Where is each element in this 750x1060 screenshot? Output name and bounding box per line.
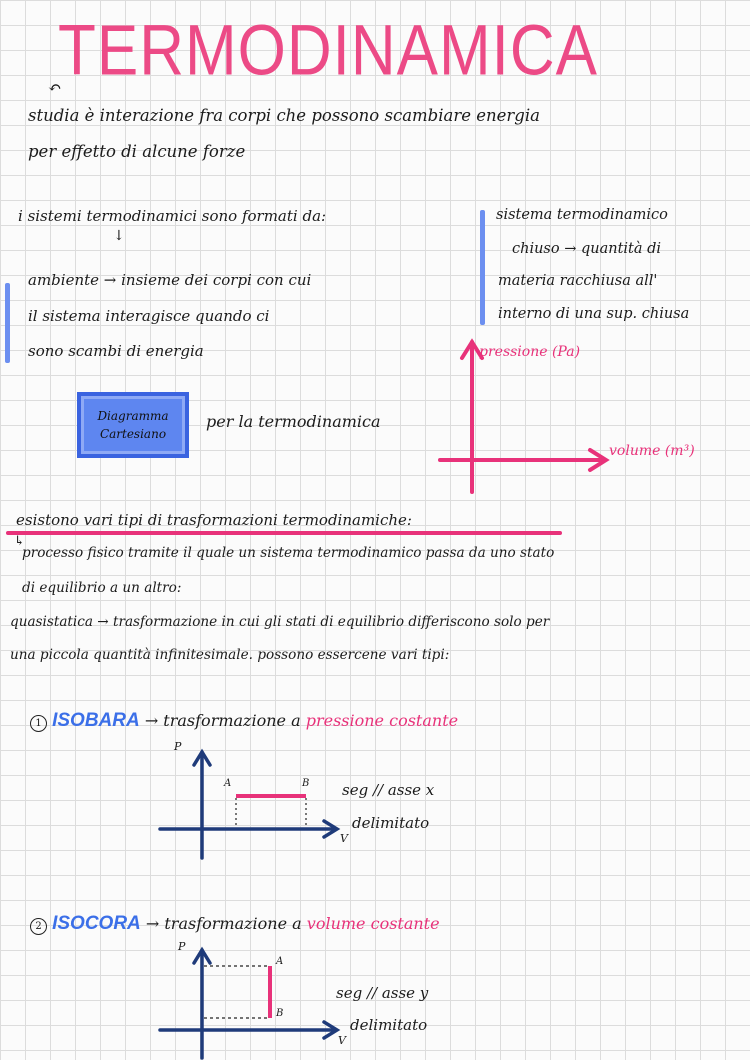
isobara-axis-x-label: V <box>340 832 348 845</box>
systems-arrow: ↓ <box>113 228 125 244</box>
isocora-name: ISOCORA <box>52 913 141 934</box>
isobara-note-2: delimitato <box>352 814 430 832</box>
isocora-highlight: volume costante <box>306 914 440 933</box>
intro-mark: ↶ <box>48 78 62 97</box>
closed-system-line-1: sistema termodinamico <box>496 207 668 223</box>
definition-line-1: processo fisico tramite il quale un sistema termodinamico passa da uno stato <box>22 545 555 561</box>
closed-system-line-4: interno di una sup. chiusa <box>498 306 690 322</box>
intro-line-2: per effetto di alcune forze <box>28 142 246 161</box>
environment-line-3: sono scambi di energia <box>28 342 204 360</box>
isobara-heading <box>30 710 458 732</box>
isocora-axis-y-label: P <box>178 940 186 953</box>
box-line-2: Cartesiano <box>99 427 167 441</box>
isobara-point-b: B <box>302 778 310 789</box>
isocora-note-1: seg // asse y <box>336 984 429 1002</box>
isobara-arrow-text: → trasformazione a <box>144 711 301 730</box>
systems-heading: i sistemi termodinamici sono formati da: <box>18 207 327 225</box>
isobara-diagram <box>160 752 337 858</box>
isocora-heading <box>30 913 440 935</box>
definition-line-2: di equilibrio a un altro: <box>22 580 182 596</box>
isocora-axis-x-label: V <box>338 1034 346 1047</box>
isobara-note-1: seg // asse x <box>342 781 435 799</box>
cartesian-caption: per la termodinamica <box>206 412 381 431</box>
closed-system-line-3: materia racchiusa all' <box>498 273 658 289</box>
isocora-point-a: A <box>276 956 284 967</box>
x-axis-label: volume (m³) <box>609 443 695 459</box>
isobara-highlight: pressione costante <box>305 711 459 730</box>
environment-line-2: il sistema interagisce quando ci <box>28 307 270 325</box>
cartesian-axes <box>440 342 606 492</box>
y-axis-label: pressione (Pa) <box>479 344 581 360</box>
isobara-axis-y-label: P <box>174 740 182 753</box>
quasistatic-line-2: una piccola quantità infinitesimale. possono essercene vari tipi: <box>10 647 450 663</box>
transformations-arrow: ↳ <box>14 534 25 549</box>
isobara-point-a: A <box>224 778 232 789</box>
page-title: TERMODINAMICA <box>58 11 598 91</box>
box-line-1: Diagramma <box>97 409 169 423</box>
transformations-heading: esistono vari tipi di trasformazioni termodinamiche: <box>16 511 412 529</box>
environment-line-1: ambiente → insieme dei corpi con cui <box>28 271 312 289</box>
isocora-note-2: delimitato <box>350 1016 428 1034</box>
isobara-number: 1 <box>30 715 47 732</box>
isocora-number: 2 <box>30 918 47 935</box>
isobara-name: ISOBARA <box>52 710 140 731</box>
isocora-point-b: B <box>276 1008 284 1019</box>
quasistatic-line-1: quasistatica → trasformazione in cui gli stati di equilibrio differiscono solo per <box>10 614 550 630</box>
isocora-arrow-text: → trasformazione a <box>145 914 302 933</box>
closed-system-line-2: chiuso → quantità di <box>512 241 662 257</box>
intro-line-1: studia è interazione fra corpi che possono scambiare energia <box>28 106 540 125</box>
